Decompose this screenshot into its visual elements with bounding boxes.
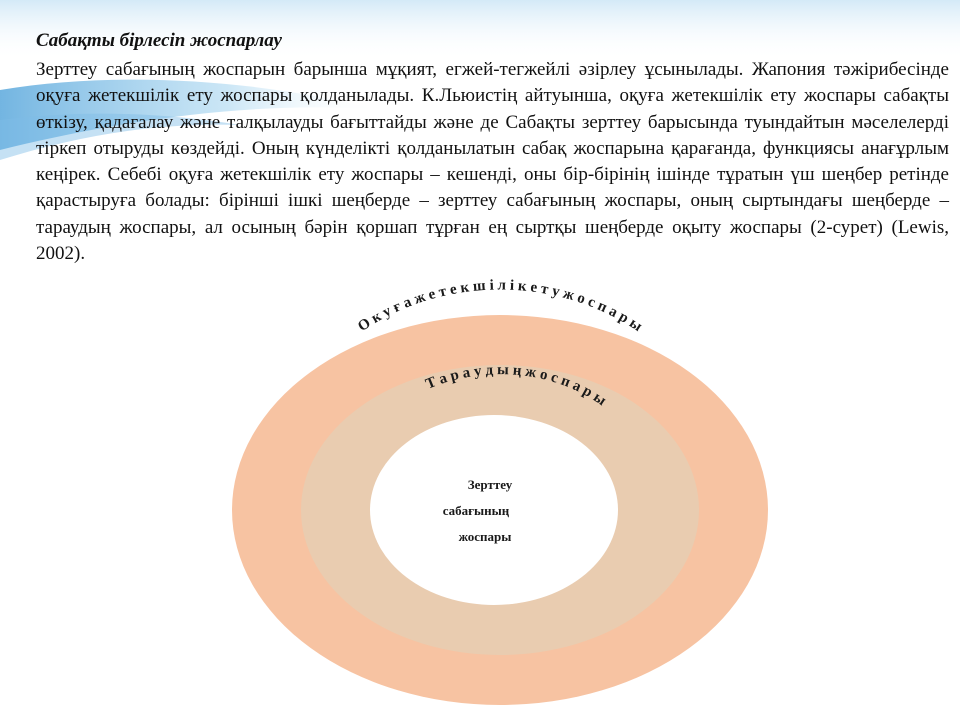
slide-body-text: Зерттеу сабағының жоспарын барынша мұқият, егжей-тегжейлі әзірлеу ұсынылады. Жапония тәжірибесінде оқуға жетекшілік ету жоспары қолданылады. К.Льюистің айтуынша, оқуға жетекшілік ету жоспары сабақты өткізу, қадағалау және талқылауды бағыттайды және де Сабақты зерттеу барысында туындайтын мәселелерді тіркеп отыруды көздейді. Оның күнделікті қолданылатын сабақ жоспарына қарағанда, функциясы анағұрлым кеңірек. Себебі оқуға жетекшілік ету жоспары – кешенді, оны бір-бірінің ішінде тұратын үш шеңбер ретінде қарастыруға болады: бірінші ішкі шеңберде – зерттеу сабағының жоспары, оның сыртындағы шеңберде – тараудың жоспары, ал осының бәрін қоршап тұрған ең сыртқы шеңберде оқыту жоспары (2-сурет) (Lewis, 2002). bbox=[36, 59, 949, 265]
center-label-line-1: Зерттеу bbox=[467, 477, 513, 492]
center-label-line-3: жоспары bbox=[458, 529, 512, 544]
middle-ring-label-path: Т а р а у д ы ң ж о с п а р ы bbox=[423, 362, 609, 410]
center-label-line-2: сабағының bbox=[442, 503, 510, 518]
slide-title: Сабақты бірлесіп жоспарлау bbox=[36, 30, 282, 51]
outer-ring-label-path: О к у ғ а ж е т е к ш і л і к е т у ж о с п а р ы bbox=[355, 277, 645, 335]
